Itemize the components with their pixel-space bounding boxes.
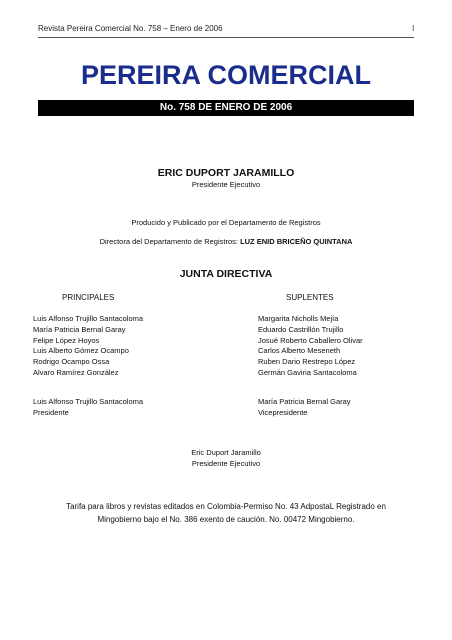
- presidente-role: Presidente: [33, 407, 69, 417]
- list-item: Germán Gaviria Santacoloma: [258, 367, 357, 377]
- vicepresidente-block: [258, 397, 351, 419]
- executive-role: Presidente Ejecutivo: [191, 459, 261, 468]
- running-header-text: Revista Pereira Comercial No. 758 – Enero de 2006: [38, 24, 223, 33]
- list-item: Eduardo Castrillón Trujillo: [258, 324, 344, 334]
- director-name: LUZ ENID BRICEÑO QUINTANA: [240, 237, 353, 246]
- tarifa-line: Mingobierno bajo el No. 386 exento de caución. No. 00472 Mingobierno.: [97, 514, 355, 524]
- list-item: Rodrigo Ocampo Ossa: [33, 357, 110, 367]
- list-item: Margarita Nicholls Mejía: [258, 314, 339, 323]
- masthead-title: PEREIRA COMERCIAL: [80, 60, 371, 90]
- suplentes-list: [258, 314, 363, 379]
- running-header: [38, 24, 414, 38]
- executive-name: Eric Duport Jaramillo: [191, 448, 261, 457]
- presidente-name: Luis Alfonso Trujillo Santacoloma: [33, 397, 144, 406]
- board-title: JUNTA DIRECTIVA: [179, 268, 273, 280]
- list-item: Luis Alfonso Trujillo Santacoloma: [33, 314, 144, 323]
- list-item: Felipe López Hoyos: [33, 335, 100, 345]
- issue-banner: No. 758 DE ENERO DE 2006: [38, 100, 414, 116]
- list-item: Luis Alberto Gómez Ocampo: [33, 346, 129, 356]
- presidente-block: [33, 397, 143, 419]
- list-item: María Patricia Bernal Garay: [33, 324, 126, 334]
- principales-heading: PRINCIPALES: [62, 293, 115, 302]
- tarifa-line: Tarifa para libros y revistas editados en Colombia-Permiso No. 43 AdpostaL Registrado en: [66, 502, 386, 511]
- vicepresidente-role: Vicepresidente: [258, 407, 308, 417]
- tarifa-paragraph: [40, 501, 412, 526]
- page-number: l: [412, 24, 414, 33]
- director-label: Directora del Departamento de Registros:: [99, 237, 238, 246]
- president-name: ERIC DUPORT JARAMILLO: [157, 167, 295, 179]
- president-role: Presidente Ejecutivo: [191, 180, 261, 189]
- header-rule: [38, 37, 414, 38]
- principales-list: [33, 314, 143, 379]
- suplentes-heading: SUPLENTES: [286, 293, 334, 302]
- list-item: Carlos Alberto Meseneth: [258, 346, 341, 356]
- list-item: Ruben Dario Restrepo López: [258, 357, 356, 367]
- list-item: Josué Roberto Caballero Olivar: [258, 335, 363, 345]
- vicepresidente-name: María Patricia Bernal Garay: [258, 397, 351, 406]
- director-line: [0, 237, 452, 246]
- produced-by-text: Producido y Publicado por el Departamento de Registros: [131, 218, 321, 227]
- list-item: Alvaro Ramírez González: [33, 367, 119, 377]
